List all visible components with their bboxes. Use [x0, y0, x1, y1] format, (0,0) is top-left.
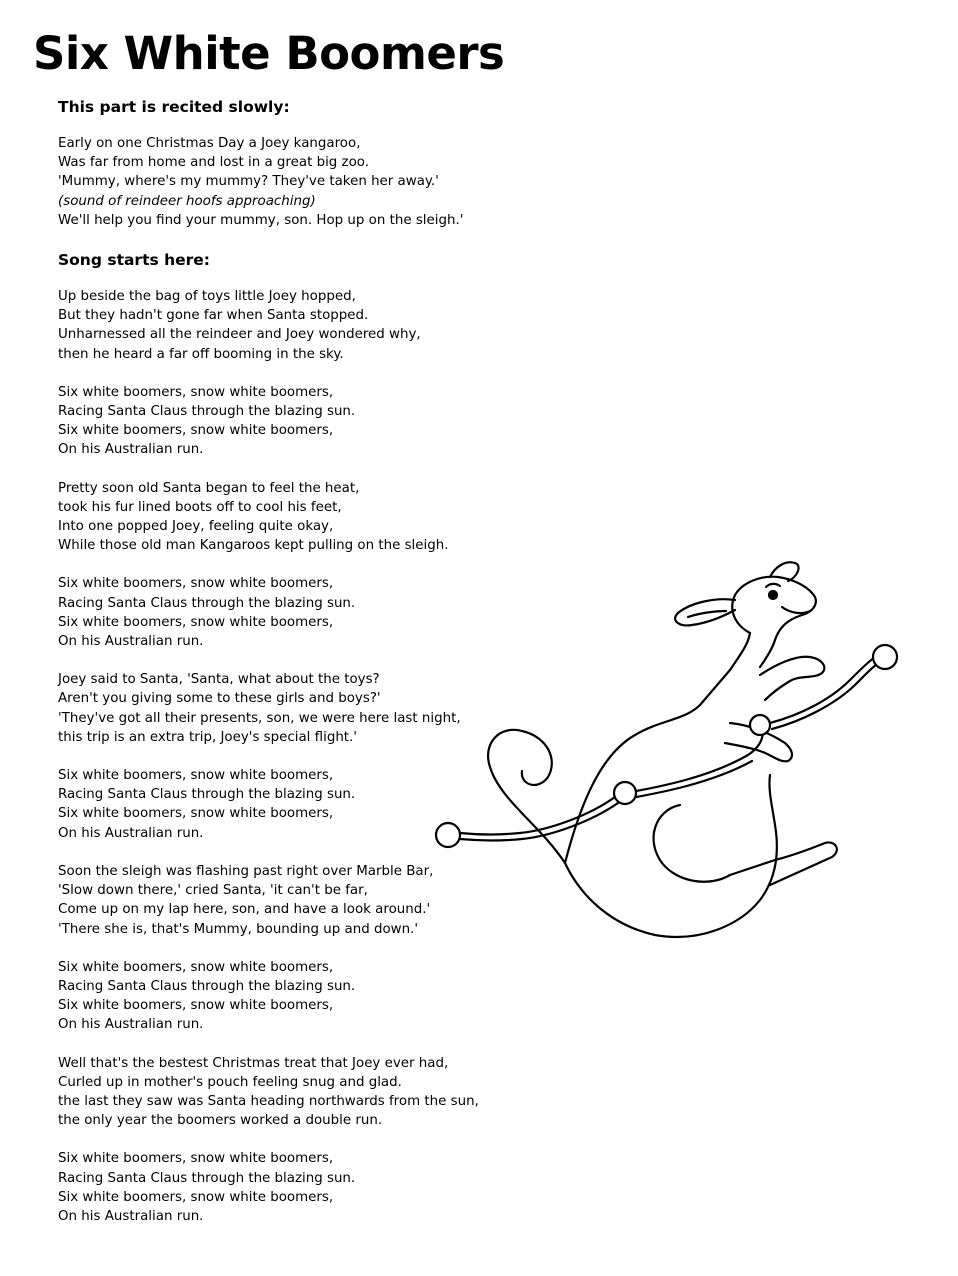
verse-line: 'There she is, that's Mummy, bounding up and down.' — [58, 921, 419, 937]
rein-ball-right — [873, 645, 897, 669]
verse-line: Unharnessed all the reindeer and Joey wondered why, — [58, 327, 421, 343]
verse-line: 'Slow down there,' cried Santa, 'it can't be far, — [58, 883, 368, 899]
intro-line: 'Mummy, where's my mummy? They've taken her away.' — [58, 174, 439, 190]
verse-line: Soon the sleigh was flashing past right over Marble Bar, — [58, 863, 434, 879]
intro-line: Was far from home and lost in a great big zoo. — [58, 155, 369, 171]
stage-direction: (sound of reindeer hoofs approaching) — [58, 193, 316, 209]
verse-1 — [58, 287, 538, 364]
harness — [625, 725, 763, 793]
chorus-line: Six white boomers, snow white boomers, — [58, 998, 334, 1014]
chorus-line: Six white boomers, snow white boomers, — [58, 768, 334, 784]
chorus-line: On his Australian run. — [58, 1017, 204, 1033]
chorus-1 — [58, 383, 538, 460]
verse-line: But they hadn't gone far when Santa stopped. — [58, 308, 369, 324]
intro-heading: This part is recited slowly: — [58, 98, 290, 116]
verse-line: Into one popped Joey, feeling quite okay, — [58, 519, 334, 535]
verse-line: Well that's the bestest Christmas treat that Joey ever had, — [58, 1055, 449, 1071]
rein-ball-left — [436, 823, 460, 847]
verse-2 — [58, 479, 538, 556]
chorus-line: Six white boomers, snow white boomers, — [58, 1151, 334, 1167]
chorus-line: Six white boomers, snow white boomers, — [58, 576, 334, 592]
harness-bell — [614, 782, 636, 804]
chorus-line: Racing Santa Claus through the blazing sun. — [58, 404, 356, 420]
chorus-line: On his Australian run. — [58, 1208, 204, 1224]
kangaroo-body — [565, 633, 750, 863]
chorus-line: Six white boomers, snow white boomers, — [58, 384, 334, 400]
chorus-line: Six white boomers, snow white boomers, — [58, 959, 334, 975]
intro-block — [58, 134, 538, 230]
chorus-5 — [58, 1149, 538, 1226]
verse-line: took his fur lined boots off to cool his feet, — [58, 499, 342, 515]
verse-line: the only year the boomers worked a double run. — [58, 1113, 383, 1129]
verse-line: this trip is an extra trip, Joey's special flight.' — [58, 729, 357, 745]
chorus-line: Racing Santa Claus through the blazing sun. — [58, 978, 356, 994]
verse-line: Come up on my lap here, son, and have a look around.' — [58, 902, 431, 918]
chorus-line: On his Australian run. — [58, 825, 204, 841]
verse-line: Aren't you giving some to these girls and boys?' — [58, 691, 381, 707]
chorus-line: Six white boomers, snow white boomers, — [58, 614, 334, 630]
kangaroo-tail — [488, 730, 565, 863]
page-title: Six White Boomers — [33, 27, 505, 80]
verse-line: While those old man Kangaroos kept pulling on the sleigh. — [58, 538, 449, 554]
song-heading: Song starts here: — [58, 251, 211, 270]
chorus-line: Racing Santa Claus through the blazing sun. — [58, 1170, 356, 1186]
verse-line: Pretty soon old Santa began to feel the heat, — [58, 480, 360, 496]
verse-line: Curled up in mother's pouch feeling snug and glad. — [58, 1074, 402, 1090]
kangaroo-illustration — [430, 555, 910, 985]
verse-line: 'They've got all their presents, son, we were here last night, — [58, 710, 461, 726]
chorus-line: On his Australian run. — [58, 634, 204, 650]
chorus-line: Six white boomers, snow white boomers, — [58, 806, 334, 822]
intro-line: We'll help you find your mummy, son. Hop up on the sleigh.' — [58, 212, 464, 228]
chorus-line: On his Australian run. — [58, 442, 204, 458]
kangaroo-arm — [760, 657, 824, 700]
verse-line: Up beside the bag of toys little Joey hopped, — [58, 289, 356, 305]
verse-line: Joey said to Santa, 'Santa, what about the toys? — [58, 672, 380, 688]
kangaroo-foot — [730, 842, 837, 885]
chorus-line: Six white boomers, snow white boomers, — [58, 1189, 334, 1205]
kangaroo-eye — [769, 591, 777, 599]
intro-line: Early on one Christmas Day a Joey kangaroo, — [58, 136, 361, 151]
chorus-line: Racing Santa Claus through the blazing sun. — [58, 595, 356, 611]
chorus-line: Racing Santa Claus through the blazing sun. — [58, 787, 356, 803]
verse-line: the last they saw was Santa heading northwards from the sun, — [58, 1093, 479, 1109]
verse-line: then he heard a far off booming in the sky. — [58, 346, 344, 362]
chorus-line: Six white boomers, snow white boomers, — [58, 423, 334, 439]
kangaroo-mouth — [782, 607, 810, 613]
verse-5 — [58, 1054, 538, 1131]
